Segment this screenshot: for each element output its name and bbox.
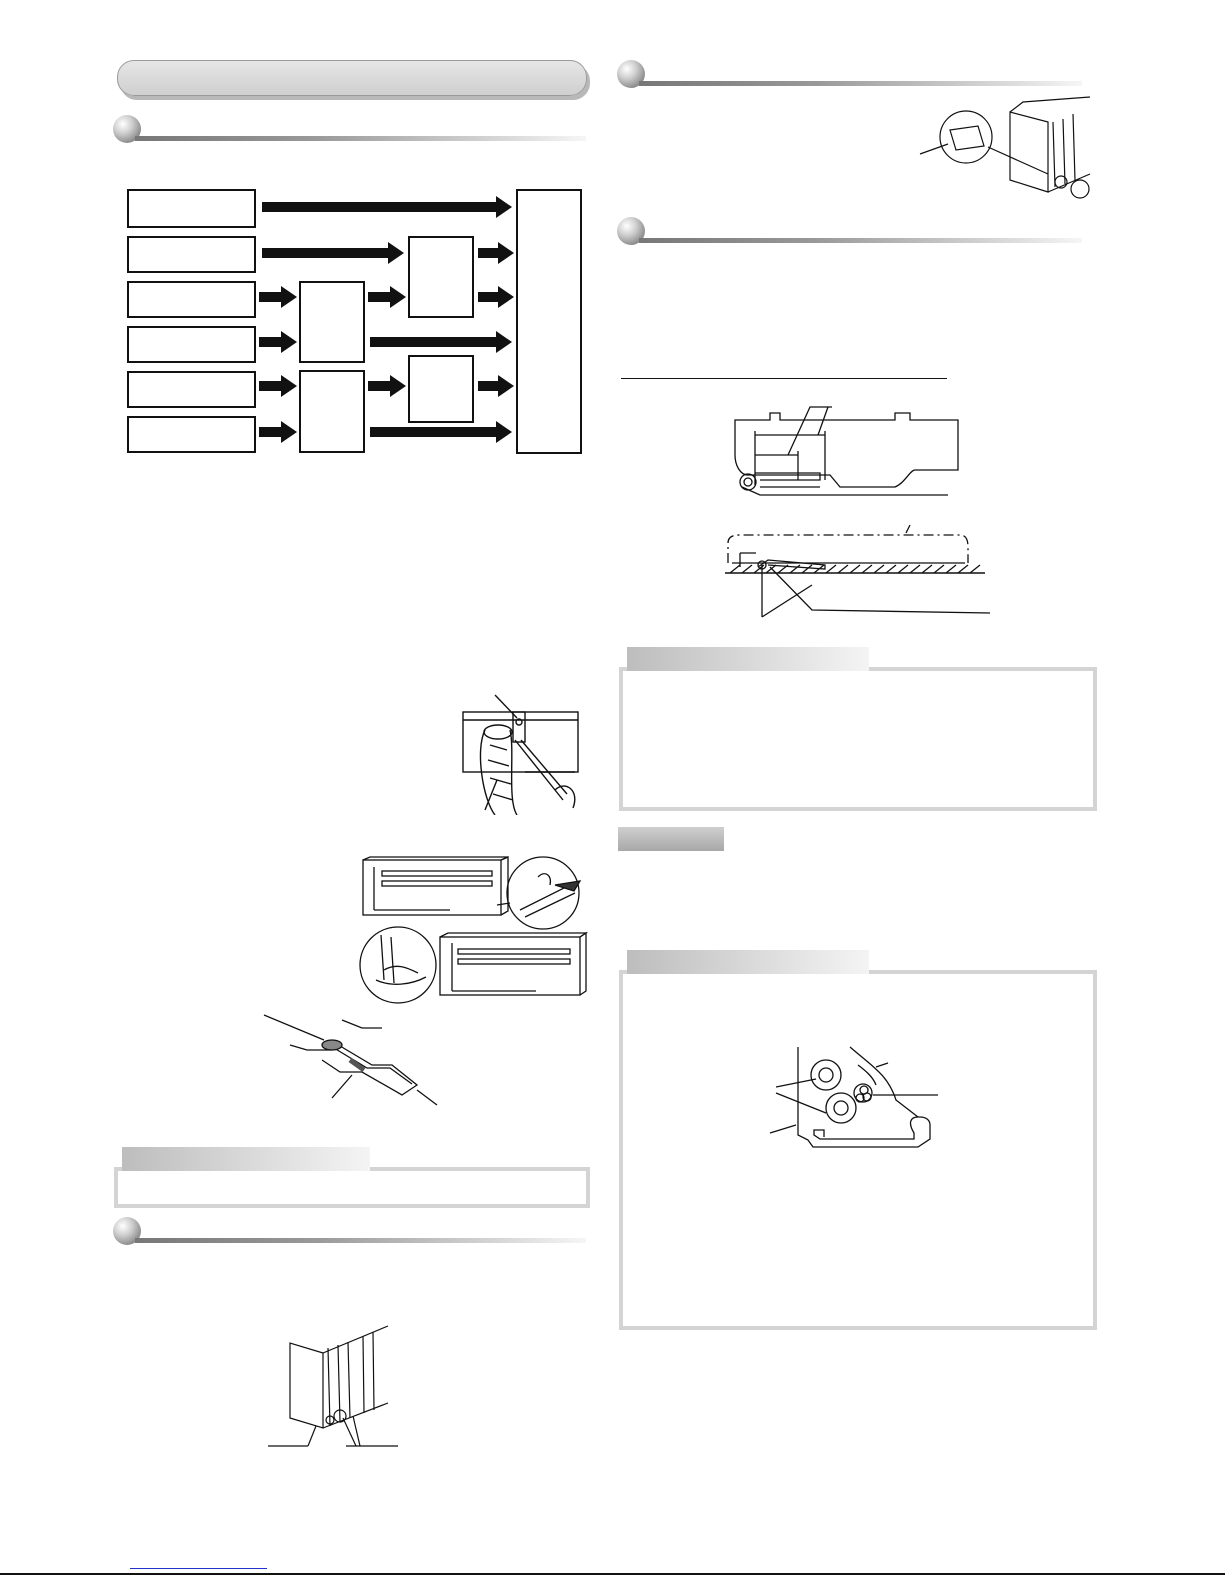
footer-link[interactable] (130, 1556, 267, 1568)
note-panel-left (114, 1167, 590, 1208)
section-rule (639, 81, 1082, 86)
unit-drain-port-illustration (918, 92, 1093, 204)
hook-detail-illustration (262, 1010, 472, 1122)
section-rule (135, 1238, 586, 1243)
caution-panel-1 (619, 667, 1097, 811)
section-header-2 (113, 1217, 586, 1247)
caution-panel-1-tab (627, 647, 869, 671)
unit-front-illustration (360, 855, 590, 935)
unit-side-illustration (356, 925, 588, 1005)
note-panel-left-tab (122, 1147, 370, 1171)
footer-rule (0, 1573, 1225, 1575)
flow-arrows (0, 0, 600, 470)
subheading-rule (621, 378, 947, 379)
footer-link-underline (130, 1568, 267, 1569)
roller-assembly-illustration (768, 1045, 948, 1155)
installation-dimension-diagram (720, 395, 1000, 625)
section-header-3 (617, 60, 1082, 90)
pipe-bracket-illustration (455, 690, 590, 815)
section-rule (639, 238, 1082, 243)
note-label-badge (618, 827, 724, 851)
unit-drain-illustration (268, 1318, 398, 1448)
caution-panel-2-tab (627, 950, 869, 974)
section-header-4 (617, 217, 1082, 247)
